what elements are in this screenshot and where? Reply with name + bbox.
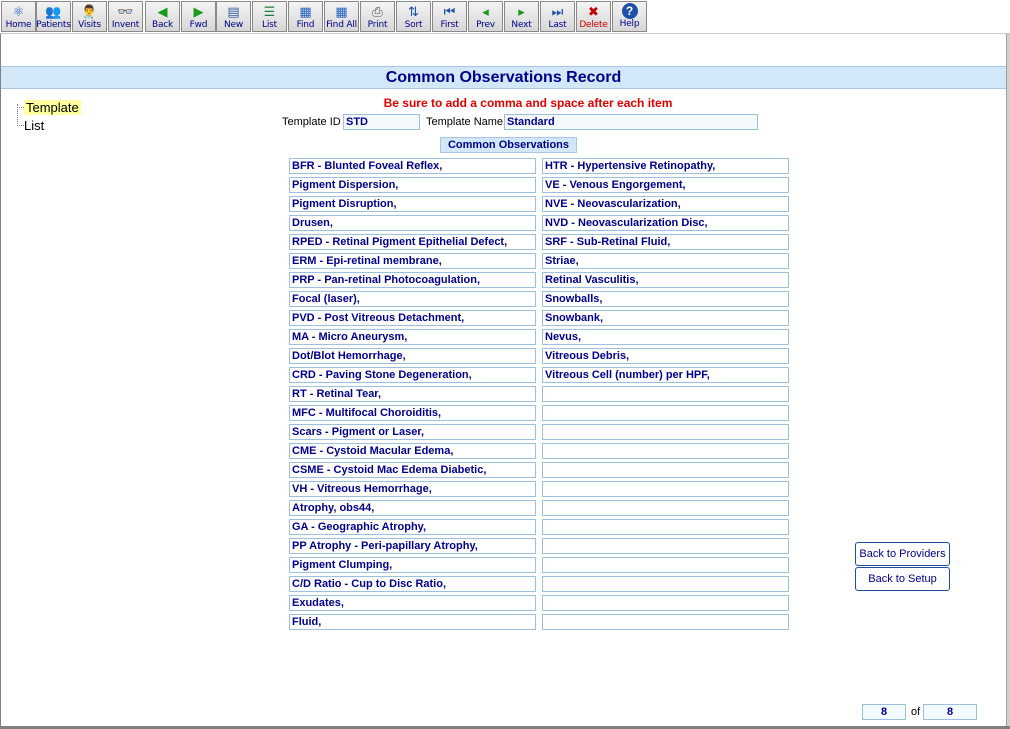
comma-warning-text: Be sure to add a comma and space after each item xyxy=(383,96,673,110)
toolbar-button-label: Delete xyxy=(579,20,608,30)
observation-field-right[interactable]: Nevus, xyxy=(542,329,789,345)
previous-record-icon: ◂ xyxy=(482,4,489,19)
observation-field-right[interactable]: NVD - Neovascularization Disc, xyxy=(542,215,789,231)
sort-icon: ⇅ xyxy=(408,4,419,19)
next-record-icon: ▸ xyxy=(518,4,525,19)
observation-field-left[interactable]: Dot/Blot Hemorrhage, xyxy=(289,348,536,364)
observation-field-right[interactable]: HTR - Hypertensive Retinopathy, xyxy=(542,158,789,174)
observation-field-right[interactable] xyxy=(542,386,789,402)
observation-field-right[interactable] xyxy=(542,462,789,478)
toolbar-patients-button[interactable] xyxy=(36,1,71,32)
atom-icon: ⚛ xyxy=(12,4,25,19)
toolbar-button-label: Visits xyxy=(78,20,101,30)
toolbar-first-button[interactable] xyxy=(432,1,467,32)
observation-field-right[interactable]: Retinal Vasculitis, xyxy=(542,272,789,288)
toolbar-button-label: Fwd xyxy=(189,20,208,30)
observation-field-left[interactable]: Scars - Pigment or Laser, xyxy=(289,424,536,440)
observation-field-left[interactable]: Focal (laser), xyxy=(289,291,536,307)
observation-field-right[interactable] xyxy=(542,424,789,440)
toolbar-delete-button[interactable] xyxy=(576,1,611,32)
observation-field-left[interactable]: Pigment Clumping, xyxy=(289,557,536,573)
observation-field-left[interactable]: Atrophy, obs44, xyxy=(289,500,536,516)
window-left-border xyxy=(0,34,1,729)
common-observations-header: Common Observations xyxy=(440,137,577,153)
toolbar-print-button[interactable] xyxy=(360,1,395,32)
observation-field-left[interactable]: Drusen, xyxy=(289,215,536,231)
toolbar-list-button[interactable] xyxy=(252,1,287,32)
toolbar-button-label: Invent xyxy=(111,20,140,30)
delete-icon: ✖ xyxy=(588,4,599,19)
back-to-providers-button[interactable]: Back to Providers xyxy=(855,542,950,566)
page-title: Common Observations Record xyxy=(385,68,622,86)
toolbar-home-button[interactable] xyxy=(1,1,36,32)
toolbar-fwd-button[interactable] xyxy=(181,1,216,32)
toolbar-sort-button[interactable] xyxy=(396,1,431,32)
observation-field-right[interactable]: NVE - Neovascularization, xyxy=(542,196,789,212)
template-name-label: Template Name xyxy=(426,116,504,128)
template-name-field[interactable]: Standard xyxy=(504,114,758,130)
toolbar-new-button[interactable] xyxy=(216,1,251,32)
observation-field-left[interactable]: PRP - Pan-retinal Photocoagulation, xyxy=(289,272,536,288)
toolbar-prev-button[interactable] xyxy=(468,1,503,32)
toolbar-button-label: Patients xyxy=(36,20,71,30)
observation-field-left[interactable]: PVD - Post Vitreous Detachment, xyxy=(289,310,536,326)
toolbar-invent-button[interactable] xyxy=(108,1,143,32)
help-icon: ? xyxy=(622,3,638,19)
patients-icon: 👥 xyxy=(45,4,62,19)
total-records-field: 8 xyxy=(923,704,977,720)
observation-field-left[interactable]: VH - Vitreous Hemorrhage, xyxy=(289,481,536,497)
last-record-icon: ⏭ xyxy=(551,4,564,19)
template-id-label: Template ID xyxy=(282,116,341,128)
observation-field-left[interactable]: Pigment Disruption, xyxy=(289,196,536,212)
title-bar xyxy=(1,66,1006,89)
visits-icon: 👨‍⚕ xyxy=(81,4,98,19)
observation-field-right[interactable] xyxy=(542,519,789,535)
nav-item-template[interactable]: Template xyxy=(26,100,79,115)
toolbar-button-label: Last xyxy=(548,20,567,30)
toolbar-button-label: First xyxy=(440,20,459,30)
observation-field-left[interactable]: CRD - Paving Stone Degeneration, xyxy=(289,367,536,383)
toolbar-help-button[interactable] xyxy=(612,1,647,32)
observation-field-right[interactable] xyxy=(542,481,789,497)
toolbar-button-label: Find xyxy=(296,20,315,30)
observation-field-right[interactable] xyxy=(542,500,789,516)
toolbar-button-label: Prev xyxy=(476,20,495,30)
observation-field-right[interactable] xyxy=(542,614,789,630)
toolbar-next-button[interactable] xyxy=(504,1,539,32)
observation-field-left[interactable]: Exudates, xyxy=(289,595,536,611)
observation-field-right[interactable] xyxy=(542,538,789,554)
observation-field-left[interactable]: Pigment Dispersion, xyxy=(289,177,536,193)
toolbar-button-label: Find All xyxy=(326,20,357,30)
observation-field-right[interactable]: Striae, xyxy=(542,253,789,269)
observation-field-right[interactable]: VE - Venous Engorgement, xyxy=(542,177,789,193)
new-document-icon: ▤ xyxy=(227,4,240,19)
toolbar-button-label: Home xyxy=(5,20,32,30)
toolbar-visits-button[interactable] xyxy=(72,1,107,32)
observation-field-right[interactable] xyxy=(542,557,789,573)
observation-field-left[interactable]: Fluid, xyxy=(289,614,536,630)
toolbar-find-button[interactable] xyxy=(288,1,323,32)
observation-field-left[interactable]: C/D Ratio - Cup to Disc Ratio, xyxy=(289,576,536,592)
toolbar-last-button[interactable] xyxy=(540,1,575,32)
find-all-icon: ▦ xyxy=(335,4,348,19)
observation-field-left[interactable]: PP Atrophy - Peri-papillary Atrophy, xyxy=(289,538,536,554)
back-arrow-icon: ◀ xyxy=(157,4,168,19)
observation-field-left[interactable]: BFR - Blunted Foveal Reflex, xyxy=(289,158,536,174)
observation-field-left[interactable]: CME - Cystoid Macular Edema, xyxy=(289,443,536,459)
observation-field-left[interactable]: RPED - Retinal Pigment Epithelial Defect, xyxy=(289,234,536,250)
toolbar-button-label: Help xyxy=(619,19,640,29)
nav-tree-tick xyxy=(17,125,24,126)
back-to-setup-button[interactable]: Back to Setup xyxy=(855,567,950,591)
printer-icon: ⎙ xyxy=(372,4,383,19)
glasses-icon: 👓 xyxy=(117,4,134,19)
toolbar-find-all-button[interactable] xyxy=(324,1,359,32)
toolbar-button-label: New xyxy=(223,20,244,30)
toolbar-back-button[interactable] xyxy=(145,1,180,32)
observation-field-right[interactable] xyxy=(542,576,789,592)
observation-field-left[interactable]: ERM - Epi-retinal membrane, xyxy=(289,253,536,269)
first-record-icon: ⏮ xyxy=(443,4,456,19)
observation-field-right[interactable]: Vitreous Cell (number) per HPF, xyxy=(542,367,789,383)
observation-field-right[interactable] xyxy=(542,405,789,421)
observation-field-right[interactable]: Snowbank, xyxy=(542,310,789,326)
toolbar xyxy=(0,0,1010,34)
window-right-border xyxy=(1006,34,1010,729)
toolbar-button-label: Print xyxy=(367,20,388,30)
observation-field-right[interactable]: Vitreous Debris, xyxy=(542,348,789,364)
observation-field-left[interactable]: RT - Retinal Tear, xyxy=(289,386,536,402)
observation-field-left[interactable]: GA - Geographic Atrophy, xyxy=(289,519,536,535)
observation-field-right[interactable] xyxy=(542,595,789,611)
toolbar-button-label: Next xyxy=(511,20,532,30)
observation-field-right[interactable]: Snowballs, xyxy=(542,291,789,307)
observation-field-right[interactable] xyxy=(542,443,789,459)
observation-field-left[interactable]: MA - Micro Aneurysm, xyxy=(289,329,536,345)
toolbar-button-label: List xyxy=(262,20,277,30)
template-id-field[interactable]: STD xyxy=(343,114,420,130)
toolbar-button-label: Sort xyxy=(404,20,423,30)
current-record-field[interactable]: 8 xyxy=(862,704,906,720)
observation-field-left[interactable]: MFC - Multifocal Choroiditis, xyxy=(289,405,536,421)
find-icon: ▦ xyxy=(299,4,312,19)
observation-field-right[interactable]: SRF - Sub-Retinal Fluid, xyxy=(542,234,789,250)
list-icon: ☰ xyxy=(263,4,276,19)
nav-item-list[interactable]: List xyxy=(24,118,45,133)
toolbar-button-label: Back xyxy=(151,20,174,30)
forward-arrow-icon: ▶ xyxy=(193,4,204,19)
observation-field-left[interactable]: CSME - Cystoid Mac Edema Diabetic, xyxy=(289,462,536,478)
pager-of-label: of xyxy=(911,706,921,718)
